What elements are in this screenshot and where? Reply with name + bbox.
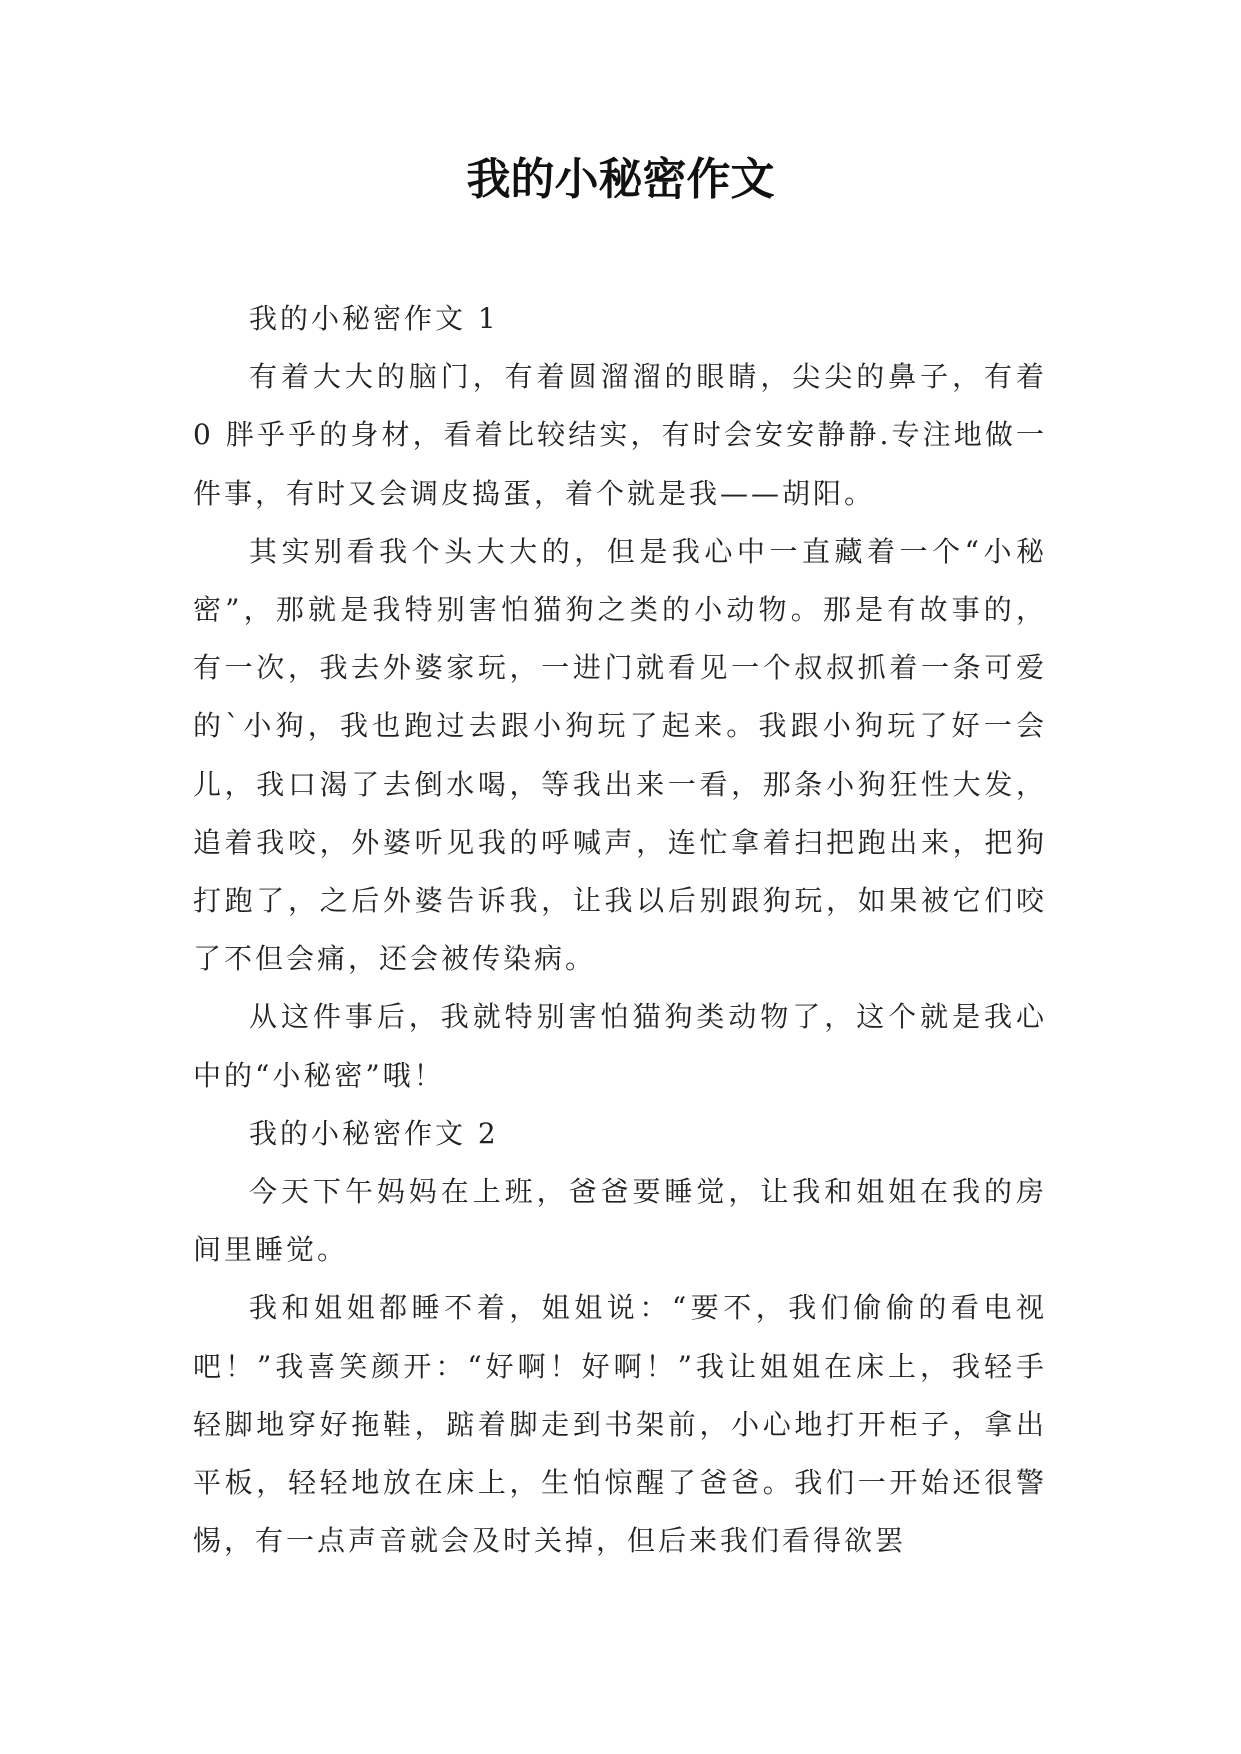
document-title: 我的小秘密作文 [466, 154, 775, 205]
paragraph: 今天下午妈妈在上班，爸爸要睡觉，让我和姐姐在我的房间里睡觉。 [193, 1175, 1047, 1267]
paragraph: 有着大大的脑门，有着圆溜溜的眼睛，尖尖的鼻子，有着 0 胖乎乎的身材，看着比较结实，有时会安安静静.专注地做一件事，有时又会调皮捣蛋，着个就是我——胡阳。 [193, 360, 1047, 510]
section-heading-1: 我的小秘密作文 1 [249, 302, 499, 335]
paragraph: 从这件事后，我就特别害怕猫狗类动物了，这个就是我心中的“小秘密”哦！ [193, 1000, 1047, 1092]
section-heading-2: 我的小秘密作文 2 [249, 1116, 499, 1150]
paragraph: 其实别看我个头大大的，但是我心中一直藏着一个“小秘密”，那就是我特别害怕猫狗之类的小动物。那是有故事的，有一次，我去外婆家玩，一进门就看见一个叔叔抓着一条可爱的`小狗，我也跑过去跟小狗玩了起来。我跟小狗玩了好一会儿，我口渴了去倒水喝，等我出来一看，那条小狗狂性大发，追着我咬，外婆听见我的呼喊声，连忙拿着扫把跑出来，把狗打跑了，之后外婆告诉我，让我以后别跟狗玩，如果被它们咬了不但会痛，还会被传染病。 [193, 534, 1047, 976]
paragraph: 我和姐姐都睡不着，姐姐说：“要不，我们偷偷的看电视吧！”我喜笑颜开：“好啊！好啊！”我让姐姐在床上，我轻手轻脚地穿好拖鞋，踮着脚走到书架前，小心地打开柜子，拿出平板，轻轻地放在床上，生怕惊醒了爸爸。我们一开始还很警惕，有一点声音就会及时关掉，但后来我们看得欲罢 [193, 1291, 1047, 1558]
document-body [193, 290, 1047, 1570]
